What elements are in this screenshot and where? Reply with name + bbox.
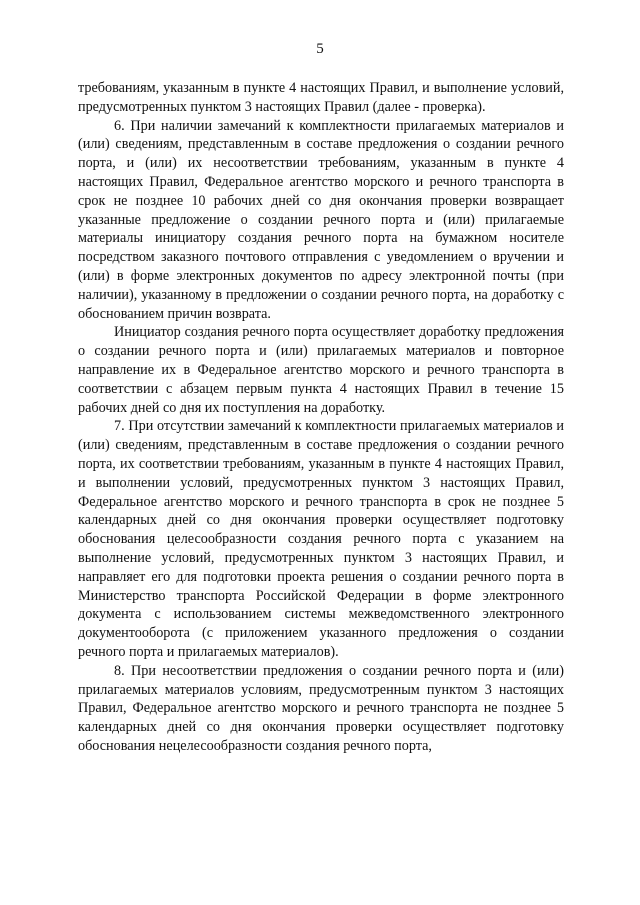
document-body [78, 79, 564, 756]
paragraph-initiator-revision: Инициатор создания речного порта осуществляет доработку предложения о создании речного порта и (или) прилагаемых материалов и повторное направление их в Федеральное агентство морского и речного транспорта в соответствии с абзацем первым пункта 4 настоящих Правил в течение 15 рабочих дней со дня их поступления на доработку. [78, 324, 564, 416]
paragraph-item-8: 8. При несоответствии предложения о создании речного порта и (или) прилагаемых материалов условиям, предусмотренным пунктом 3 настоящих Правил, Федеральное агентство морского и речного транспорта не позднее 5 календарных дней со дня окончания проверки осуществляет подготовку обоснования нецелесообразности создания речного порта, [78, 662, 564, 754]
paragraph-item-6: 6. При наличии замечаний к комплектности прилагаемых материалов и (или) сведениям, представленным в составе предложения о создании речного порта, и (или) их несоответствии требованиям, указанным в пункте 4 настоящих Правил, Федеральное агентство морского и речного транспорта в срок не позднее 10 рабочих дней со дня окончания проверки возвращает указанные предложение о создании речного порта и (или) прилагаемые материалы инициатору создания речного порта на бумажном носителе посредством заказного почтового отправления с уведомлением о вручении и (или) в форме электронных документов по адресу электронной почты (при наличии), указанному в предложении о создании речного порта, на доработку с обоснованием причин возврата. [78, 117, 564, 322]
paragraph-item-7: 7. При отсутствии замечаний к комплектности прилагаемых материалов и (или) сведениям, представленным в составе предложения о создании речного порта, их соответствии требованиям, указанным в пункте 4 настоящих Правил, и выполнении условий, предусмотренных пунктом 3 настоящих Правил, Федеральное агентство морского и речного транспорта в срок не позднее 5 календарных дней со дня окончания проверки осуществляет подготовку обоснования целесообразности создания речного порта с указанием на выполнение условий, предусмотренных пунктом 3 настоящих Правил, и направляет его для подготовки проекта решения о создании речного порта в Министерство транспорта Российской Федерации в форме электронного документа с использованием системы межведомственного электронного документооборота (с приложением указанного предложения о создании речного порта и прилагаемых материалов). [78, 418, 564, 660]
page-number: 5 [316, 41, 324, 57]
paragraph-continuation: требованиям, указанным в пункте 4 настоящих Правил, и выполнение условий, предусмотренных пунктом 3 настоящих Правил (далее - проверка). [78, 80, 564, 115]
